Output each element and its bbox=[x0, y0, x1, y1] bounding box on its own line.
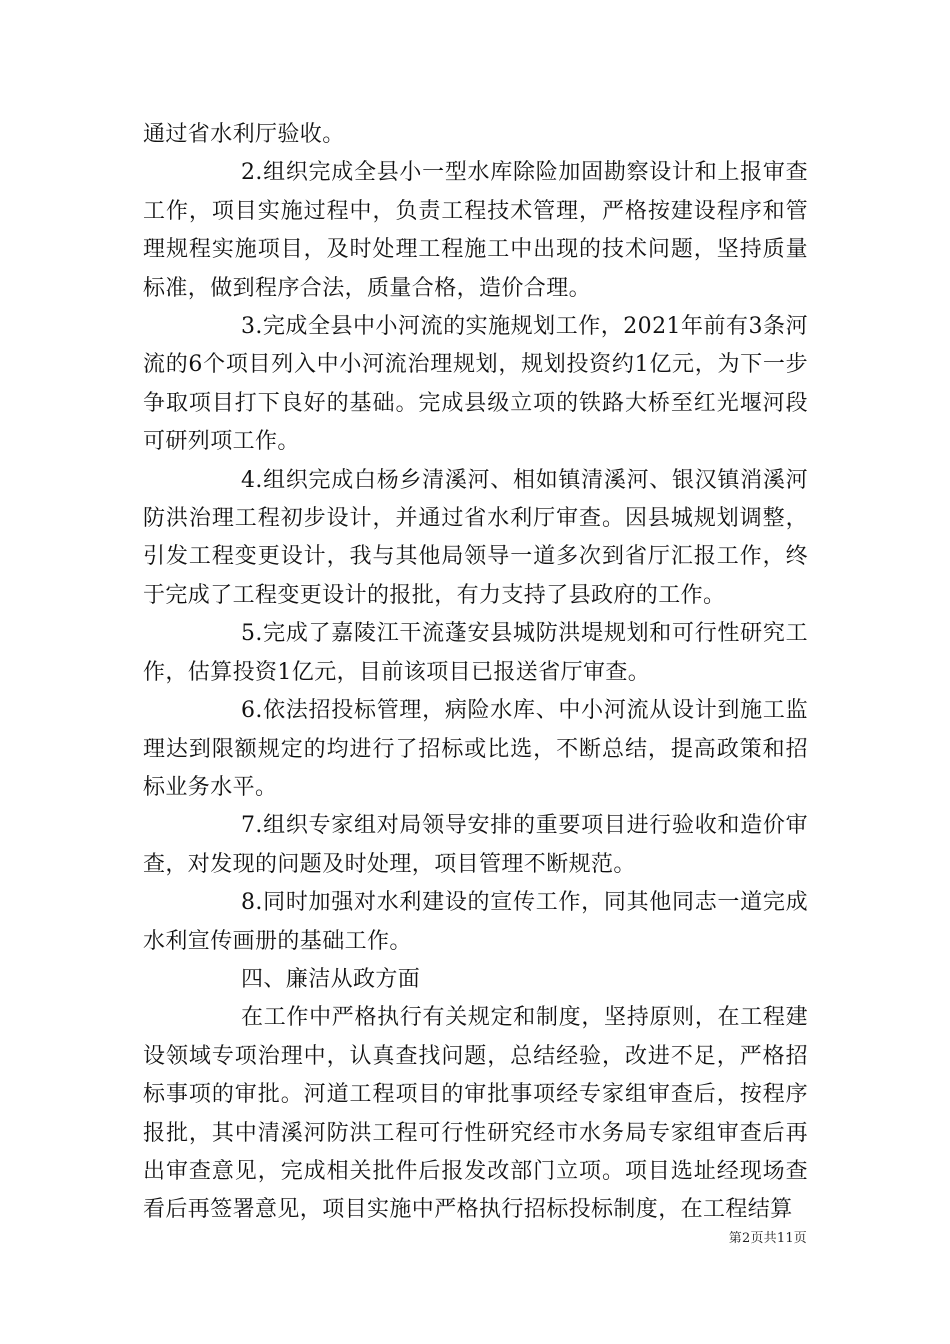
paragraph-6: 6.依法招投标管理，病险水库、中小河流从设计到施工监理达到限额规定的均进行了招标或比选，不断总结，提高政策和招标业务水平。 bbox=[143, 698, 808, 800]
paragraph-8: 8.同时加强对水利建设的宣传工作，同其他同志一道完成水利宣传画册的基础工作。 bbox=[143, 890, 808, 954]
paragraph-4: 4.组织完成白杨乡清溪河、相如镇清溪河、银汉镇消溪河防洪治理工程初步设计，并通过省水利厅审查。因县城规划调整，引发工程变更设计，我与其他局领导一道多次到省厅汇报工作，终于完成了工程变更设计的报批，有力支持了县政府的工作。 bbox=[143, 467, 808, 608]
paragraph-1: 通过省水利厅验收。 bbox=[143, 122, 345, 147]
section-heading: 四、廉洁从政方面 bbox=[241, 966, 421, 992]
page-number: 第2页共11页 bbox=[728, 1231, 807, 1246]
paragraph-2: 2.组织完成全县小一型水库除险加固勘察设计和上报审查工作，项目实施过程中，负责工程技术管理，严格按建设程序和管理规程实施项目，及时处理工程施工中出现的技术问题，坚持质量标准，做到程序合法，质量合格，造价合理。 bbox=[143, 160, 808, 301]
document-body bbox=[143, 116, 808, 1230]
paragraph-3: 3.完成全县中小河流的实施规划工作，2021年前有3条河流的6个项目列入中小河流治理规划，规划投资约1亿元，为下一步争取项目打下良好的基础。完成县级立项的铁路大桥至红光堰河段可研列项工作。 bbox=[143, 314, 808, 455]
paragraph-5: 5.完成了嘉陵江干流蓬安县城防洪堤规划和可行性研究工作，估算投资1亿元，目前该项目已报送省厅审查。 bbox=[143, 621, 808, 685]
paragraph-7: 7.组织专家组对局领导安排的重要项目进行验收和造价审查，对发现的问题及时处理，项目管理不断规范。 bbox=[143, 813, 808, 877]
paragraph-10: 在工作中严格执行有关规定和制度，坚持原则，在工程建设领域专项治理中，认真查找问题，总结经验，改进不足，严格招标事项的审批。河道工程项目的审批事项经专家组审查后，按程序报批，其中清溪河防洪工程可行性研究经市水务局专家组审查后再出审查意见，完成相关批件后报发改部门立项。项目选址经现场查看后再签署意见，项目实施中严格执行招标投标制度，在工程结算 bbox=[143, 1005, 808, 1223]
